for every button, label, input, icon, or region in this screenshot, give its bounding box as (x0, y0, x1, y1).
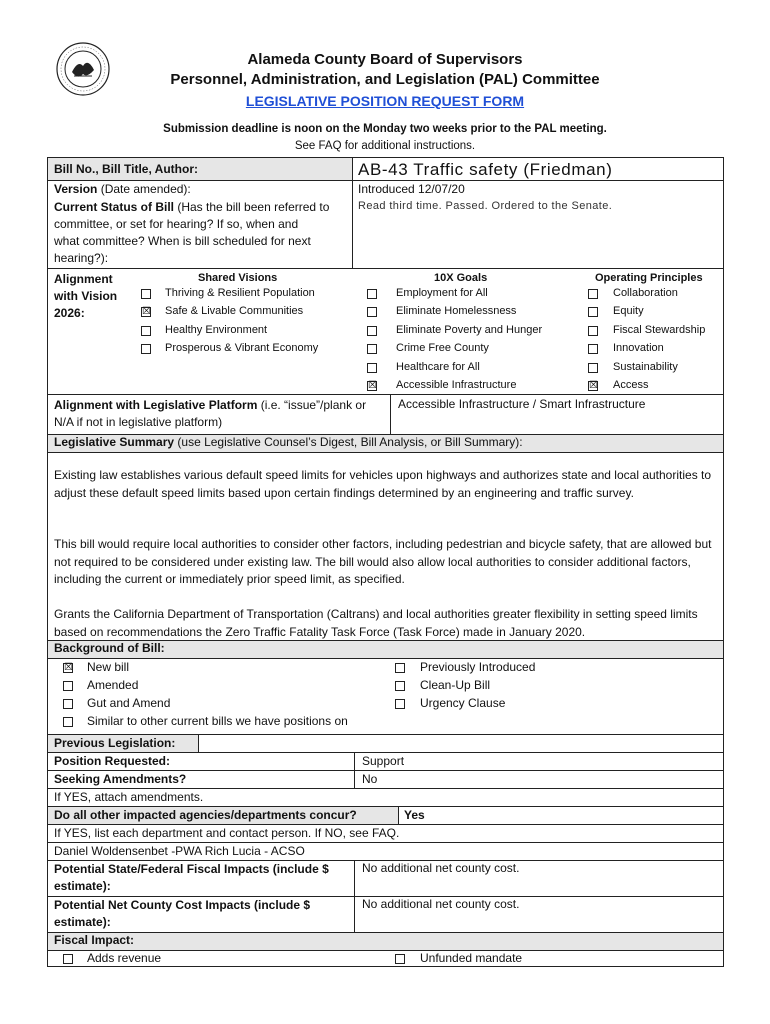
checkbox-adds-revenue[interactable] (63, 954, 73, 964)
checkbox-accessible-infra[interactable]: ☒ (368, 380, 377, 391)
checkbox-thriving[interactable] (141, 289, 151, 299)
divider (354, 752, 355, 788)
goals-header: 10X Goals (434, 272, 488, 284)
checkbox-equity[interactable] (588, 307, 598, 317)
summary-paragraph-2: This bill would require local authorities to consider other factors, including pedestrian and bicycle safety, that are allowed but not required to be considered under existing law. The bill would also allow local authorities to consider additional factors, including the current or immediately prior speed limit, as specified. (54, 537, 712, 586)
checkbox-sustainability[interactable] (588, 363, 598, 373)
goal-poverty-label: Eliminate Poverty and Hunger (396, 324, 543, 336)
concur-value[interactable]: Yes (404, 808, 425, 822)
position-request-form (47, 157, 724, 967)
principle-sustainability-label: Sustainability (613, 361, 678, 373)
checkbox-new-bill[interactable]: ☒ (64, 662, 73, 673)
amendments-note: If YES, attach amendments. (54, 790, 204, 804)
similar-bills-label: Similar to other current bills we have positions on (87, 714, 348, 728)
checkbox-employment[interactable] (367, 289, 377, 299)
state-fiscal-label: Potential State/Federal Fiscal Impacts (include $ (54, 862, 329, 876)
rule (48, 932, 723, 933)
bill-value[interactable]: AB-43 Traffic safety (Friedman) (358, 160, 613, 179)
committee-title: Personnel, Administration, and Legislation (PAL) Committee (170, 71, 600, 88)
checkbox-unfunded-mandate[interactable] (395, 954, 405, 964)
divider (390, 394, 391, 434)
rule (48, 268, 723, 269)
platform-label-line2: N/A if not in legislative platform) (54, 415, 223, 429)
divider (352, 158, 353, 268)
checkbox-crime-free[interactable] (367, 344, 377, 354)
unfunded-mandate-label: Unfunded mandate (420, 951, 523, 965)
checkbox-previously-introduced[interactable] (395, 663, 405, 673)
fiscal-impact-shade (48, 932, 723, 950)
checkbox-urgency[interactable] (395, 699, 405, 709)
checkbox-homelessness[interactable] (367, 307, 377, 317)
form-title: LEGISLATIVE POSITION REQUEST FORM (245, 93, 525, 109)
principle-collaboration-label: Collaboration (613, 287, 678, 299)
alignment-label-line2: with Vision (54, 289, 118, 303)
submission-deadline: Submission deadline is noon on the Monday two weeks prior to the PAL meeting. (163, 123, 607, 135)
principles-header: Operating Principles (595, 272, 703, 284)
goal-healthcare-label: Healthcare for All (396, 361, 480, 373)
seeking-amendments-value[interactable]: No (362, 772, 378, 786)
checkbox-collaboration[interactable] (588, 289, 598, 299)
principle-innovation-label: Innovation (613, 342, 664, 354)
shared-visions-header: Shared Visions (198, 272, 278, 284)
rule (48, 394, 723, 395)
checkbox-similar-bills[interactable] (63, 717, 73, 727)
checkbox-fiscal-stewardship[interactable] (588, 326, 598, 336)
status-label: Current Status of Bill (Has the bill been referred to (54, 200, 330, 214)
fiscal-impact-label: Fiscal Impact: (54, 933, 135, 947)
divider (398, 806, 399, 824)
divider (354, 860, 355, 932)
status-value[interactable]: Read third time. Passed. Ordered to the Senate. (358, 200, 613, 212)
contacts-value[interactable]: Daniel Woldensenbet -PWA Rich Lucia - ACSO (54, 844, 305, 858)
checkbox-access[interactable]: ☒ (589, 380, 598, 391)
alignment-label: Alignment (54, 272, 113, 286)
checkbox-amended[interactable] (63, 681, 73, 691)
goal-homelessness-label: Eliminate Homelessness (396, 305, 517, 317)
checkbox-clean-up[interactable] (395, 681, 405, 691)
urgency-label: Urgency Clause (420, 696, 506, 710)
rule (48, 452, 723, 453)
status-label-line4: hearing?): (54, 251, 109, 265)
platform-value[interactable]: Accessible Infrastructure / Smart Infrastructure (398, 397, 646, 411)
county-cost-label-line2: estimate): (54, 915, 111, 929)
checkbox-prosperous[interactable] (141, 344, 151, 354)
version-value[interactable]: Introduced 12/07/20 (358, 182, 465, 196)
vision-safe-livable-label: Safe & Livable Communities (165, 305, 304, 317)
principle-fiscal-stewardship-label: Fiscal Stewardship (613, 324, 706, 336)
summary-paragraph-3: Grants the California Department of Transportation (Caltrans) and local authorities greater flexibility in setting speed limits based on recommendations the Zero Traffic Fatality Task Force (Task Force) made in January 2020. (54, 607, 698, 639)
checkbox-healthcare[interactable] (367, 363, 377, 373)
version-label: Version (Date amended): (54, 182, 191, 196)
principle-access-label: Access (613, 379, 649, 391)
previously-introduced-label: Previously Introduced (420, 660, 536, 674)
concur-label: Do all other impacted agencies/departments concur? (54, 808, 357, 822)
vision-healthy-env-label: Healthy Environment (165, 324, 268, 336)
rule (48, 658, 723, 659)
status-label-line3: what committee? When is bill scheduled for next (54, 234, 311, 248)
county-cost-label: Potential Net County Cost Impacts (include $ (54, 898, 311, 912)
gut-amend-label: Gut and Amend (87, 696, 171, 710)
alignment-label-line3: 2026: (54, 306, 85, 320)
checkbox-poverty[interactable] (367, 326, 377, 336)
board-title: Alameda County Board of Supervisors (247, 51, 523, 68)
clean-up-label: Clean-Up Bill (420, 678, 491, 692)
goal-accessible-infra-label: Accessible Infrastructure (396, 379, 517, 391)
amended-label: Amended (87, 678, 139, 692)
county-cost-value[interactable]: No additional net county cost. (362, 897, 520, 911)
checkbox-innovation[interactable] (588, 344, 598, 354)
summary-paragraph-1: Existing law establishes various default speed limits for vehicles upon highways and authorizes state and local authorities to adjust these default speed limits based upon certain findings determined by an engineering and traffic survey. (54, 468, 712, 500)
goal-crime-free-label: Crime Free County (396, 342, 489, 354)
position-requested-label: Position Requested: (54, 754, 171, 768)
summary-label: Legislative Summary (use Legislative Counsel’s Digest, Bill Analysis, or Bill Summary): (54, 435, 523, 449)
adds-revenue-label: Adds revenue (87, 951, 162, 965)
checkbox-healthy-env[interactable] (141, 326, 151, 336)
faq-note: See FAQ for additional instructions. (294, 140, 476, 152)
goal-employment-label: Employment for All (396, 287, 488, 299)
bill-label: Bill No., Bill Title, Author: (54, 162, 198, 176)
vision-thriving-label: Thriving & Resilient Population (165, 287, 315, 299)
platform-label: Alignment with Legislative Platform (i.e. “issue”/plank or (54, 398, 367, 412)
checkbox-gut-amend[interactable] (63, 699, 73, 709)
new-bill-label: New bill (87, 660, 130, 674)
principle-equity-label: Equity (613, 305, 644, 317)
background-label: Background of Bill: (54, 641, 165, 655)
seeking-amendments-label: Seeking Amendments? (54, 772, 187, 786)
state-fiscal-value[interactable]: No additional net county cost. (362, 861, 520, 875)
previous-legislation-label: Previous Legislation: (54, 736, 176, 750)
concur-note: If YES, list each department and contact person. If NO, see FAQ. (54, 826, 400, 840)
divider (198, 734, 199, 752)
state-fiscal-label-line2: estimate): (54, 879, 111, 893)
position-requested-value[interactable]: Support (362, 754, 405, 768)
status-label-line2: committee, or set for hearing? If so, when and (54, 217, 299, 231)
vision-prosperous-label: Prosperous & Vibrant Economy (165, 342, 319, 354)
checkbox-safe-livable[interactable]: ☒ (142, 306, 151, 317)
